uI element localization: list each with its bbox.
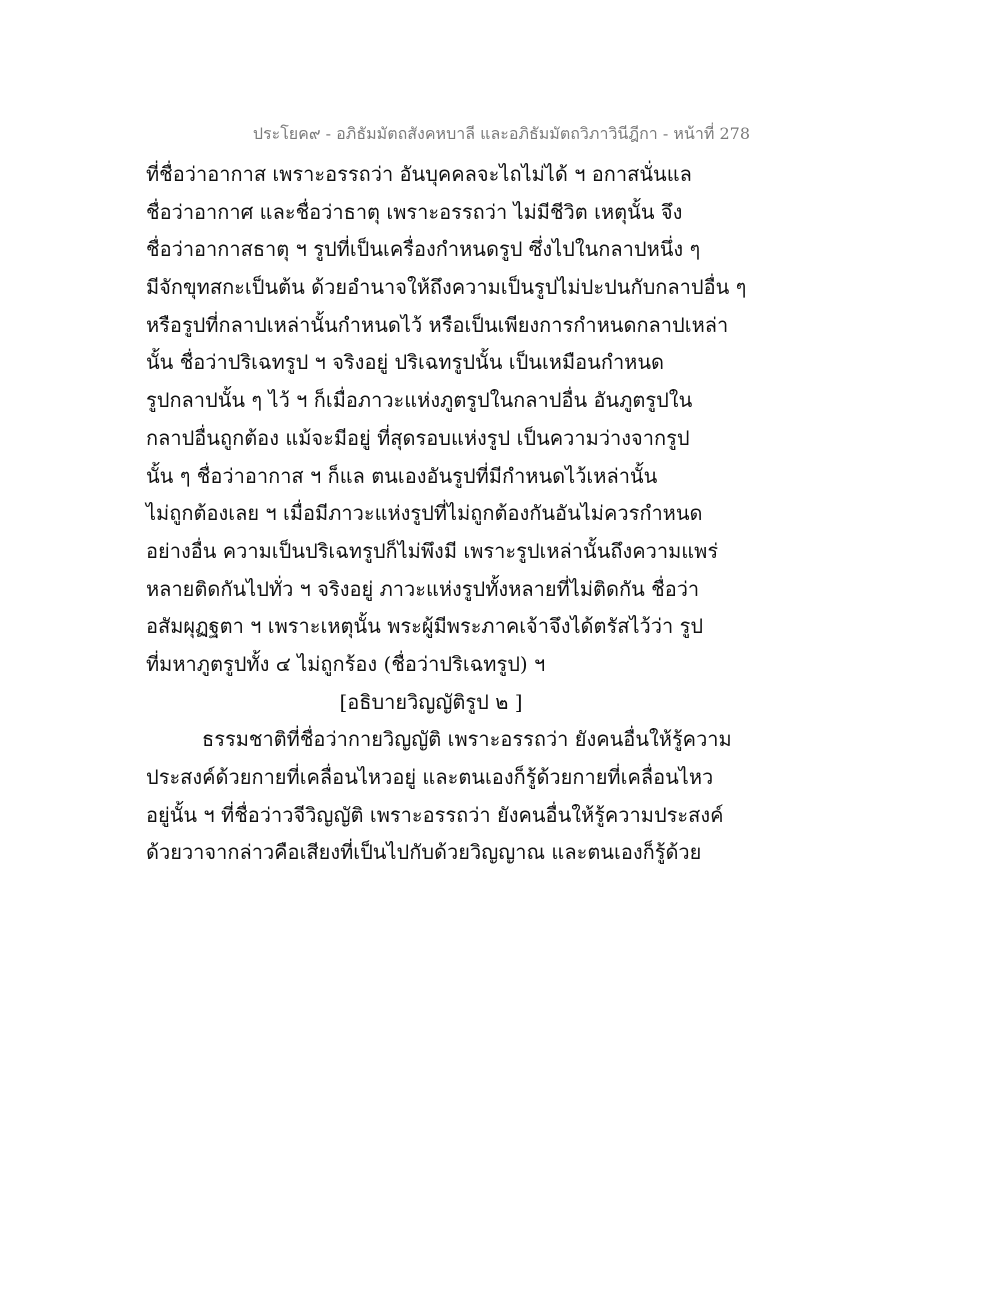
text-line: ชื่อว่าอากาสธาตุ ฯ รูปที่เป็นเครื่องกำหนดรูป ซึ่งไปในกลาปหนึ่ง ๆ xyxy=(146,237,701,262)
paragraph-vinnatti xyxy=(146,721,766,872)
running-header: ประโยค๙ - อภิธัมมัตถสังคหบาลี และอภิธัมมัตถวิภาวินีฎีกา - หน้าที่ 278 xyxy=(252,124,750,143)
text-line: ที่ชื่อว่าอากาส เพราะอรรถว่า อันบุคคลจะไถไม่ได้ ฯ อกาสนั่นแล xyxy=(146,162,692,186)
text-line: ด้วยวาจากล่าวคือเสียงที่เป็นไปกับด้วยวิญญาณ และตนเองก็รู้ด้วย xyxy=(146,840,702,865)
text-line: ชื่อว่าอากาศ และชื่อว่าธาตุ เพราะอรรถว่า ไม่มีชีวิต เหตุนั้น จึง xyxy=(146,199,683,224)
text-line: หลายติดกันไปทั่ว ฯ จริงอยู่ ภาวะแห่งรูปทั้งหลายที่ไม่ติดกัน ชื่อว่า xyxy=(146,576,700,601)
text-line: อยู่นั้น ฯ ที่ชื่อว่าวจีวิญญัติ เพราะอรรถว่า ยังคนอื่นให้รู้ความประสงค์ xyxy=(146,802,724,827)
text-line: นั้น ๆ ชื่อว่าอากาส ฯ ก็แล ตนเองอันรูปที่มีกำหนดไว้เหล่านั้น xyxy=(146,463,658,488)
text-line: ไม่ถูกต้องเลย ฯ เมื่อมีภาวะแห่งรูปที่ไม่ถูกต้องกันอันไม่ควรกำหนด xyxy=(146,501,703,526)
text-line: ที่มหาภูตรูปทั้ง ๔ ไม่ถูกร้อง (ชื่อว่าปริเฉทรูป) ฯ xyxy=(146,651,546,676)
text-line: นั้น ชื่อว่าปริเฉทรูป ฯ จริงอยู่ ปริเฉทรูปนั้น เป็นเหมือนกำหนด xyxy=(146,350,665,375)
text-line: ประสงค์ด้วยกายที่เคลื่อนไหวอยู่ และตนเองก็รู้ด้วยกายที่เคลื่อนไหว xyxy=(146,765,714,789)
section-heading: [อธิบายวิญญัติรูป ๒ ] xyxy=(339,689,523,714)
paragraph-akasa-pariccheda xyxy=(146,156,766,684)
text-line: กลาปอื่นถูกต้อง แม้จะมีอยู่ ที่สุดรอบแห่งรูป เป็นความว่างจากรูป xyxy=(146,425,690,450)
body-text xyxy=(146,156,766,872)
text-line: มีจักขุทสกะเป็นต้น ด้วยอำนาจให้ถึงความเป็นรูปไม่ปะปนกับกลาปอื่น ๆ xyxy=(146,275,747,300)
text-line: อย่างอื่น ความเป็นปริเฉทรูปก็ไม่พึงมี เพราะรูปเหล่านั้นถึงความแพร่ xyxy=(146,538,719,563)
text-line: ธรรมชาติที่ชื่อว่ากายวิญญัติ เพราะอรรถว่า ยังคนอื่นให้รู้ความ xyxy=(202,727,732,752)
text-line: อสัมผุฏฐตา ฯ เพราะเหตุนั้น พระผู้มีพระภาคเจ้าจึงได้ตรัสไว้ว่า รูป xyxy=(146,614,704,639)
text-line: หรือรูปที่กลาปเหล่านั้นกำหนดไว้ หรือเป็นเพียงการกำหนดกลาปเหล่า xyxy=(146,312,729,337)
text-line: รูปกลาปนั้น ๆ ไว้ ฯ ก็เมื่อภาวะแห่งภูตรูปในกลาปอื่น อันภูตรูปใน xyxy=(146,388,693,413)
